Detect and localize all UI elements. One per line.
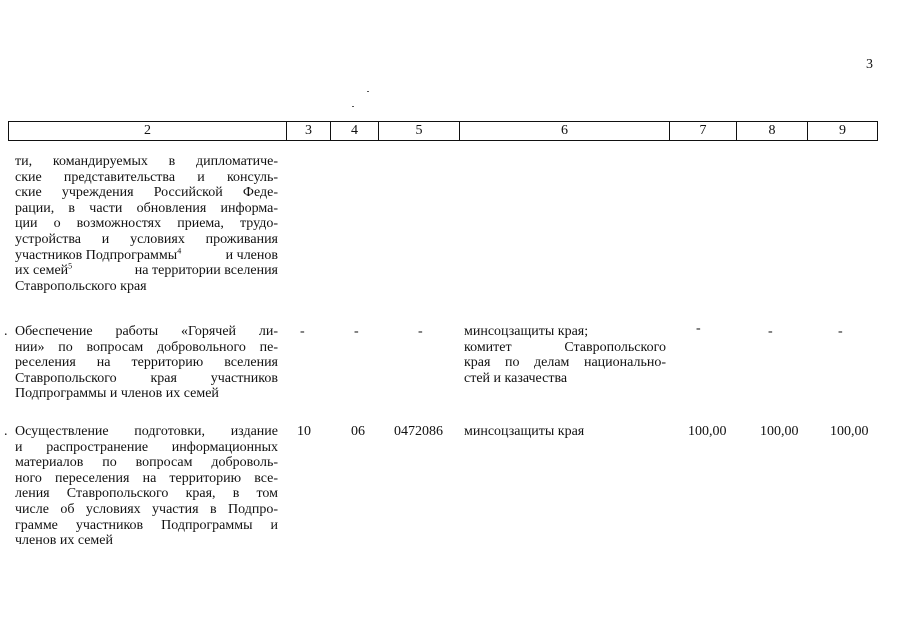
- cell-col-4: 06: [351, 424, 365, 439]
- header-col-8: 8: [768, 123, 776, 138]
- cell-col-4: -: [354, 324, 359, 339]
- cell-col-3: 10: [297, 424, 311, 439]
- header-col-2: 2: [144, 123, 151, 138]
- cell-col-8: 100,00: [760, 424, 799, 439]
- row-number-fragment: .: [4, 324, 8, 339]
- cell-col-7: 100,00: [688, 424, 727, 439]
- header-col-6: 6: [561, 123, 568, 138]
- table-header-row: [8, 121, 878, 141]
- column-divider: [877, 122, 878, 140]
- row-number-fragment: .: [4, 424, 8, 439]
- cell-col-5: 0472086: [394, 424, 443, 439]
- cell-col-9: -: [838, 324, 843, 339]
- cell-col-9: 100,00: [830, 424, 869, 439]
- cell-col-8: -: [768, 324, 773, 339]
- cell-col-5: -: [418, 324, 423, 339]
- header-col-3: 3: [305, 123, 312, 138]
- row-description: Осуществление подготовки, издание и распространение информационных материалов по вопросам доброволь- ного переселения на территорию все- ления Ставропольского края, в том числе об условиях участия в Подпро- грамме участников Подпрограммы и членов их семей: [15, 424, 278, 549]
- scan-speck: [367, 91, 369, 92]
- row-responsible: минсоцзащиты края; комитет Ставропольского края по делам национально- стей и казачества: [464, 324, 666, 386]
- header-col-7: 7: [699, 123, 707, 138]
- scan-speck: [352, 106, 354, 107]
- page-number: 3: [866, 57, 873, 72]
- cell-col-7: -: [696, 321, 701, 336]
- row-description: Обеспечение работы «Горячей ли- нии» по вопросам добровольного пе- реселения на территорию вселения Ставропольского края участников Подпрограммы и членов их семей: [15, 324, 278, 402]
- header-col-4: 4: [351, 123, 358, 138]
- header-col-5: 5: [415, 123, 423, 138]
- row-description: ти, командируемых в дипломатиче- ские представительства и консуль- ские учреждения Российской Феде- рации, в части обновления информа- ции о возможностях приема, трудо- устройства и условиях проживания участников Подпрограммы$^4$ и членов их семей$^5$ на территории вселения Ставропольского края: [15, 154, 278, 294]
- row-responsible: минсоцзащиты края: [464, 424, 585, 439]
- cell-col-3: -: [300, 324, 305, 339]
- header-col-9: 9: [839, 123, 846, 138]
